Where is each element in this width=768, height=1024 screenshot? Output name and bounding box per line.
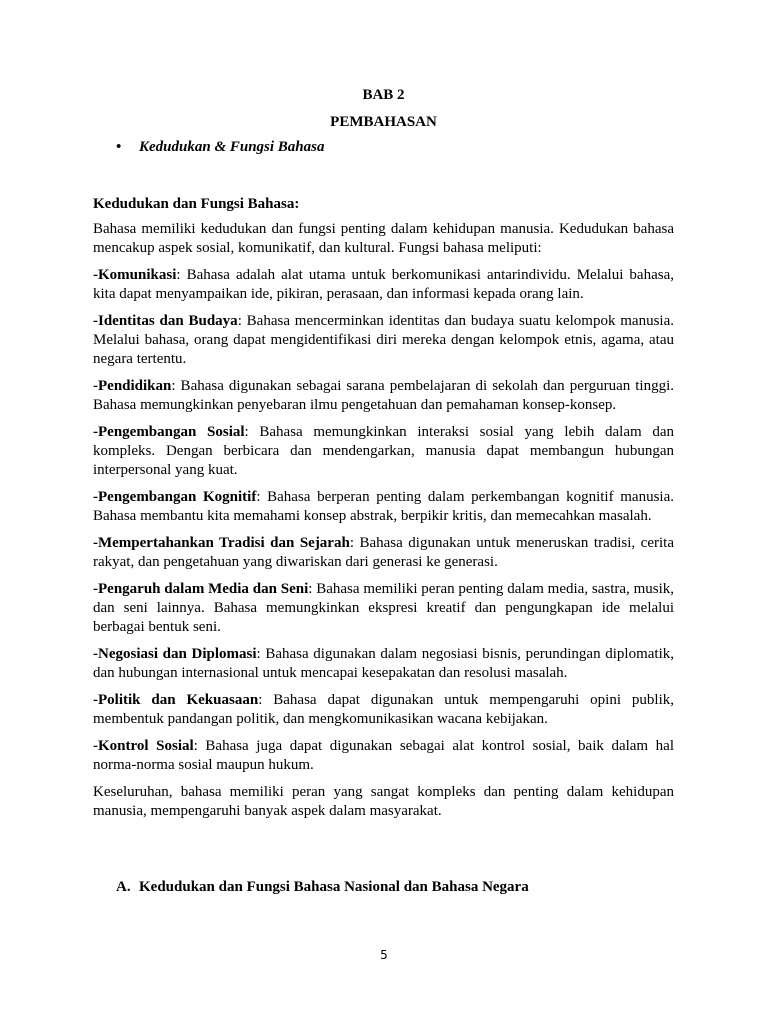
function-text: : Bahasa dapat digunakan untuk mempengaruhi opini publik, membentuk pandangan politik, dan mengkomunikasikan wacana kebijakan.: [93, 692, 675, 727]
function-term: -Kontrol Sosial: [93, 738, 194, 754]
function-term: -Pendidikan: [93, 378, 172, 394]
chapter-title: PEMBAHASAN: [330, 114, 437, 130]
function-term: -Pengaruh dalam Media dan Seni: [93, 581, 309, 597]
chapter-label: BAB 2: [362, 87, 405, 103]
function-term: -Identitas dan Budaya: [93, 313, 238, 329]
function-text: : Bahasa memungkinkan interaksi sosial yang lebih dalam dan kompleks. Dengan berbicara dan mendengarkan, manusia dapat membangun hubungan interpersonal yang kuat.: [93, 424, 674, 478]
subsection-title: Kedudukan dan Fungsi Bahasa Nasional dan Bahasa Negara: [139, 879, 529, 895]
function-term: -Pengembangan Sosial: [93, 424, 245, 440]
function-term: -Pengembangan Kognitif: [93, 489, 257, 505]
function-paragraph: [93, 488, 674, 526]
function-text: : Bahasa digunakan sebagai sarana pembelajaran di sekolah dan perguruan tinggi. Bahasa memungkinkan penyebaran ilmu pengetahuan dan pemahaman konsep-konsep.: [93, 378, 674, 413]
function-text: : Bahasa berperan penting dalam perkembangan kognitif manusia. Bahasa membantu kita memahami konsep abstrak, berpikir kritis, dan memecahkan masalah.: [93, 489, 674, 524]
function-term: -Politik dan Kekuasaan: [93, 692, 259, 708]
function-paragraph: [93, 737, 674, 775]
closing-paragraph: Keseluruhan, bahasa memiliki peran yang sangat kompleks dan penting dalam kehidupan manusia, mempengaruhi banyak aspek dalam masyarakat.: [93, 784, 674, 819]
function-paragraph: [93, 580, 674, 637]
function-paragraph: [93, 645, 674, 683]
function-text: : Bahasa digunakan untuk meneruskan tradisi, cerita rakyat, dan pengetahuan yang diwariskan dari generasi ke generasi.: [93, 535, 674, 570]
function-paragraph: [93, 377, 674, 415]
function-text: : Bahasa juga dapat digunakan sebagai alat kontrol sosial, baik dalam hal norma-norma sosial maupun hukum.: [93, 738, 674, 773]
bullet-item-text: Kedudukan & Fungsi Bahasa: [139, 139, 325, 155]
bullet-icon: •: [116, 139, 122, 155]
subsection-heading: [116, 878, 529, 897]
function-paragraph: [93, 312, 674, 369]
function-text: : Bahasa adalah alat utama untuk berkomunikasi antarindividu. Melalui bahasa, kita dapat menyampaikan ide, pikiran, perasaan, dan informasi kepada orang lain.: [93, 267, 674, 302]
function-term: -Mempertahankan Tradisi dan Sejarah: [93, 535, 350, 551]
function-term: -Komunikasi: [93, 267, 177, 283]
function-paragraph: [93, 691, 674, 729]
function-term: -Negosiasi dan Diplomasi: [93, 646, 257, 662]
function-paragraph: [93, 534, 674, 572]
function-paragraph: [93, 423, 674, 480]
bullet-list-item: [93, 138, 674, 157]
function-text: : Bahasa digunakan dalam negosiasi bisnis, perundingan diplomatik, dan hubungan internasional untuk mencapai kesepakatan dan resolusi masalah.: [93, 646, 674, 681]
function-text: : Bahasa memiliki peran penting dalam media, sastra, musik, dan seni lainnya. Bahasa memungkinkan ekspresi kreatif dan pengungkapan ide melalui berbagai bentuk seni.: [93, 581, 675, 635]
document-page: [93, 86, 674, 829]
page-number: 5: [380, 948, 388, 962]
subsection-letter: A.: [116, 879, 131, 895]
function-text: : Bahasa mencerminkan identitas dan budaya suatu kelompok manusia. Melalui bahasa, orang dapat mengidentifikasi diri mereka dengan kelompok etnis, agama, atau negara tertentu.: [93, 313, 675, 367]
intro-paragraph: Bahasa memiliki kedudukan dan fungsi penting dalam kehidupan manusia. Kedudukan bahasa mencakup aspek sosial, komunikatif, dan kultural. Fungsi bahasa meliputi:: [93, 221, 674, 256]
section-heading: Kedudukan dan Fungsi Bahasa:: [93, 196, 300, 212]
function-paragraph: [93, 266, 674, 304]
